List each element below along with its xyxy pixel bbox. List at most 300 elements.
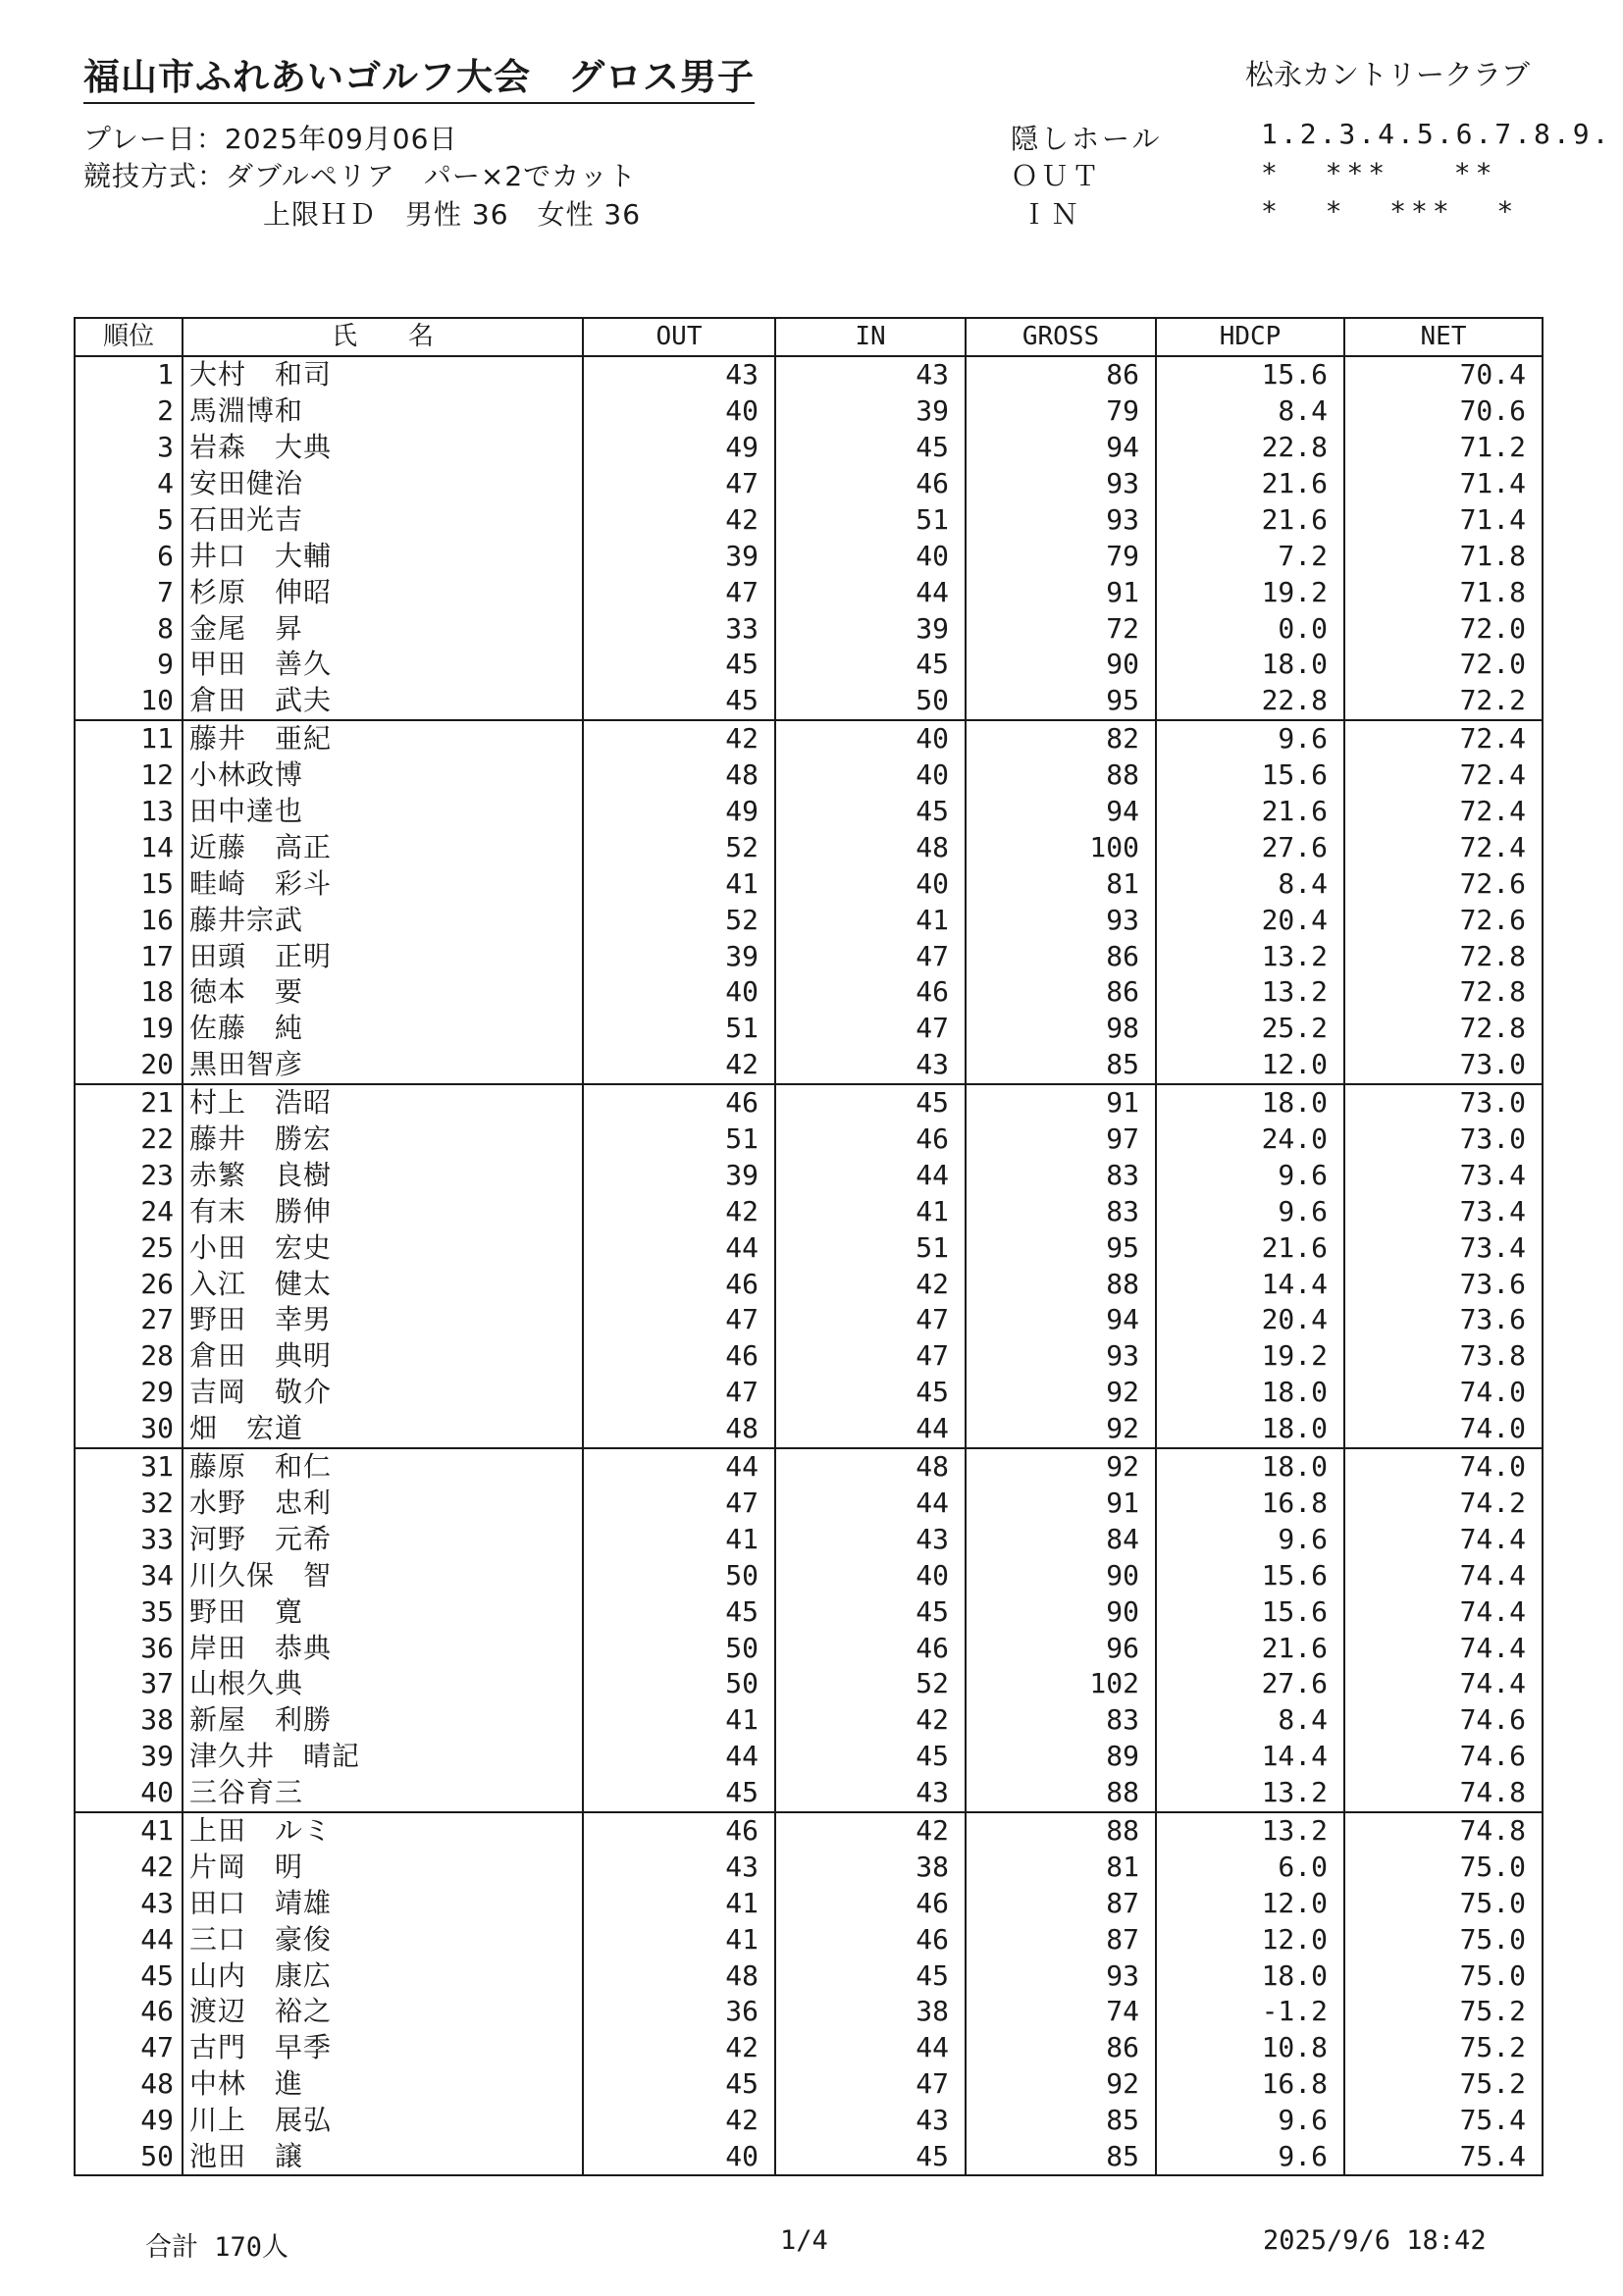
net-cell: 75.2 — [1344, 1994, 1543, 2030]
out-cell: 41 — [583, 1521, 775, 1557]
out-cell: 41 — [583, 865, 775, 902]
table-row — [75, 1338, 1543, 1375]
net-cell: 73.0 — [1344, 1047, 1543, 1084]
in-cell: 47 — [775, 1302, 966, 1338]
table-row — [75, 1702, 1543, 1739]
handicap-limit: 上限ＨＤ 男性 36 女性 36 — [263, 198, 642, 231]
in-cell: 45 — [775, 1957, 966, 1994]
rank-cell: 47 — [75, 2030, 183, 2066]
net-cell: 74.4 — [1344, 1630, 1543, 1666]
out-cell: 42 — [583, 1193, 775, 1229]
in-cell: 45 — [775, 1375, 966, 1411]
col-in: IN — [775, 318, 966, 356]
net-cell: 74.6 — [1344, 1702, 1543, 1739]
hdcp-cell: 9.6 — [1156, 1193, 1344, 1229]
gross-cell: 90 — [966, 1557, 1156, 1593]
net-cell: 73.0 — [1344, 1084, 1543, 1122]
name-cell: 渡辺 裕之 — [183, 1994, 583, 2030]
name-cell: 金尾 昇 — [183, 610, 583, 647]
gross-cell: 94 — [966, 1302, 1156, 1338]
hdcp-cell: 21.6 — [1156, 501, 1344, 538]
name-cell: 赤繁 良樹 — [183, 1157, 583, 1193]
name-cell: 藤井宗武 — [183, 902, 583, 938]
in-cell: 52 — [775, 1666, 966, 1702]
net-cell: 73.6 — [1344, 1302, 1543, 1338]
rank-cell: 37 — [75, 1666, 183, 1702]
in-cell: 45 — [775, 1084, 966, 1122]
table-row — [75, 829, 1543, 865]
in-cell: 47 — [775, 2066, 966, 2103]
table-row — [75, 1775, 1543, 1812]
hdcp-cell: 13.2 — [1156, 1812, 1344, 1850]
in-cell: 50 — [775, 683, 966, 720]
net-cell: 72.4 — [1344, 757, 1543, 794]
in-cell: 39 — [775, 393, 966, 430]
name-cell: 野田 幸男 — [183, 1302, 583, 1338]
net-cell: 72.4 — [1344, 829, 1543, 865]
table-row — [75, 1812, 1543, 1850]
name-cell: 山根久典 — [183, 1666, 583, 1702]
gross-cell: 82 — [966, 720, 1156, 757]
hdcp-cell: 20.4 — [1156, 1302, 1344, 1338]
rank-cell: 25 — [75, 1229, 183, 1266]
in-cell: 48 — [775, 829, 966, 865]
hdcp-cell: 12.0 — [1156, 1047, 1344, 1084]
hdcp-cell: 16.8 — [1156, 1486, 1344, 1522]
net-cell: 74.4 — [1344, 1593, 1543, 1630]
hdcp-cell: 27.6 — [1156, 829, 1344, 865]
gross-cell: 81 — [966, 1849, 1156, 1885]
hdcp-cell: 12.0 — [1156, 1921, 1344, 1957]
table-row — [75, 1411, 1543, 1448]
gross-cell: 81 — [966, 865, 1156, 902]
table-row — [75, 574, 1543, 610]
gross-cell: 89 — [966, 1739, 1156, 1775]
hidden-hole-label: 隠しホール — [1011, 123, 1163, 155]
net-cell: 73.8 — [1344, 1338, 1543, 1375]
rank-cell: 49 — [75, 2103, 183, 2139]
in-cell: 39 — [775, 610, 966, 647]
gross-cell: 95 — [966, 683, 1156, 720]
table-row — [75, 1593, 1543, 1630]
name-cell: 岩森 大典 — [183, 430, 583, 466]
hdcp-cell: 18.0 — [1156, 1084, 1344, 1122]
hdcp-cell: 21.6 — [1156, 794, 1344, 830]
gross-cell: 88 — [966, 1775, 1156, 1812]
hdcp-cell: 18.0 — [1156, 1448, 1344, 1486]
name-cell: 津久井 晴記 — [183, 1739, 583, 1775]
gross-cell: 79 — [966, 538, 1156, 574]
in-cell: 45 — [775, 1739, 966, 1775]
net-cell: 73.4 — [1344, 1229, 1543, 1266]
col-out: OUT — [583, 318, 775, 356]
out-cell: 39 — [583, 1157, 775, 1193]
rank-cell: 6 — [75, 538, 183, 574]
out-cell: 46 — [583, 1338, 775, 1375]
in-cell: 42 — [775, 1266, 966, 1302]
col-hdcp: HDCP — [1156, 318, 1344, 356]
gross-cell: 83 — [966, 1702, 1156, 1739]
table-row — [75, 1193, 1543, 1229]
in-cell: 46 — [775, 974, 966, 1011]
name-cell: 小田 宏史 — [183, 1229, 583, 1266]
net-cell: 72.8 — [1344, 938, 1543, 974]
hdcp-cell: 15.6 — [1156, 1593, 1344, 1630]
table-row — [75, 1448, 1543, 1486]
table-row — [75, 430, 1543, 466]
table-row — [75, 1011, 1543, 1047]
gross-cell: 92 — [966, 1448, 1156, 1486]
rank-cell: 41 — [75, 1812, 183, 1850]
rank-cell: 19 — [75, 1011, 183, 1047]
table-row — [75, 938, 1543, 974]
name-cell: 大村 和司 — [183, 356, 583, 393]
in-cell: 41 — [775, 902, 966, 938]
table-row — [75, 974, 1543, 1011]
out-cell: 46 — [583, 1266, 775, 1302]
net-cell: 75.0 — [1344, 1885, 1543, 1921]
table-row — [75, 647, 1543, 683]
table-row — [75, 902, 1543, 938]
rank-cell: 24 — [75, 1193, 183, 1229]
table-row — [75, 1157, 1543, 1193]
name-cell: 古門 早季 — [183, 2030, 583, 2066]
out-cell: 36 — [583, 1994, 775, 2030]
in-cell: 44 — [775, 1411, 966, 1448]
hdcp-cell: 22.8 — [1156, 430, 1344, 466]
name-cell: 上田 ルミ — [183, 1812, 583, 1850]
table-row — [75, 610, 1543, 647]
rank-cell: 33 — [75, 1521, 183, 1557]
net-cell: 72.6 — [1344, 865, 1543, 902]
hdcp-cell: 21.6 — [1156, 466, 1344, 502]
rank-cell: 4 — [75, 466, 183, 502]
name-cell: 新屋 利勝 — [183, 1702, 583, 1739]
gross-cell: 83 — [966, 1157, 1156, 1193]
rank-cell: 11 — [75, 720, 183, 757]
rank-cell: 20 — [75, 1047, 183, 1084]
in-cell: 43 — [775, 2103, 966, 2139]
in-cell: 40 — [775, 865, 966, 902]
table-row — [75, 1521, 1543, 1557]
net-cell: 74.0 — [1344, 1448, 1543, 1486]
name-cell: 佐藤 純 — [183, 1011, 583, 1047]
name-cell: 石田光吉 — [183, 501, 583, 538]
hdcp-cell: 8.4 — [1156, 1702, 1344, 1739]
gross-cell: 90 — [966, 1593, 1156, 1630]
table-row — [75, 2139, 1543, 2176]
table-row — [75, 2103, 1543, 2139]
name-cell: 三谷育三 — [183, 1775, 583, 1812]
gross-cell: 90 — [966, 647, 1156, 683]
gross-cell: 87 — [966, 1921, 1156, 1957]
in-cell: 47 — [775, 938, 966, 974]
net-cell: 74.4 — [1344, 1557, 1543, 1593]
table-row — [75, 1921, 1543, 1957]
rank-cell: 48 — [75, 2066, 183, 2103]
net-cell: 75.2 — [1344, 2066, 1543, 2103]
out-cell: 49 — [583, 794, 775, 830]
name-cell: 甲田 善久 — [183, 647, 583, 683]
out-cell: 42 — [583, 1047, 775, 1084]
net-cell: 73.4 — [1344, 1193, 1543, 1229]
in-cell: 51 — [775, 1229, 966, 1266]
rank-cell: 13 — [75, 794, 183, 830]
net-cell: 75.4 — [1344, 2139, 1543, 2176]
name-cell: 藤原 和仁 — [183, 1448, 583, 1486]
hdcp-cell: 27.6 — [1156, 1666, 1344, 1702]
rank-cell: 44 — [75, 1921, 183, 1957]
gross-cell: 91 — [966, 1084, 1156, 1122]
gross-cell: 96 — [966, 1630, 1156, 1666]
table-row — [75, 1630, 1543, 1666]
name-cell: 入江 健太 — [183, 1266, 583, 1302]
in-cell: 43 — [775, 1775, 966, 1812]
out-cell: 48 — [583, 757, 775, 794]
gross-cell: 88 — [966, 1266, 1156, 1302]
rank-cell: 32 — [75, 1486, 183, 1522]
name-cell: 吉岡 敬介 — [183, 1375, 583, 1411]
table-row — [75, 2066, 1543, 2103]
rank-cell: 34 — [75, 1557, 183, 1593]
rank-cell: 18 — [75, 974, 183, 1011]
in-cell: 38 — [775, 1994, 966, 2030]
out-cell: 51 — [583, 1122, 775, 1158]
gross-cell: 79 — [966, 393, 1156, 430]
in-cell: 43 — [775, 1047, 966, 1084]
rank-cell: 28 — [75, 1338, 183, 1375]
out-cell: 45 — [583, 1593, 775, 1630]
hdcp-cell: 8.4 — [1156, 393, 1344, 430]
gross-cell: 94 — [966, 430, 1156, 466]
out-cell: 49 — [583, 430, 775, 466]
out-cell: 41 — [583, 1885, 775, 1921]
table-row — [75, 501, 1543, 538]
out-cell: 47 — [583, 1302, 775, 1338]
in-cell: 46 — [775, 1885, 966, 1921]
gross-cell: 92 — [966, 1375, 1156, 1411]
col-name: 氏 名 — [183, 318, 583, 356]
net-cell: 70.4 — [1344, 356, 1543, 393]
out-cell: 52 — [583, 902, 775, 938]
gross-cell: 85 — [966, 2103, 1156, 2139]
name-cell: 片岡 明 — [183, 1849, 583, 1885]
net-cell: 74.8 — [1344, 1812, 1543, 1850]
net-cell: 72.2 — [1344, 683, 1543, 720]
in-hidden-marks: * * *** * — [1261, 195, 1519, 228]
in-cell: 45 — [775, 794, 966, 830]
name-cell: 徳本 要 — [183, 974, 583, 1011]
out-cell: 43 — [583, 356, 775, 393]
name-cell: 畑 宏道 — [183, 1411, 583, 1448]
rank-cell: 15 — [75, 865, 183, 902]
table-row — [75, 757, 1543, 794]
name-cell: 岸田 恭典 — [183, 1630, 583, 1666]
table-row — [75, 1229, 1543, 1266]
out-cell: 45 — [583, 1775, 775, 1812]
out-cell: 47 — [583, 574, 775, 610]
net-cell: 72.4 — [1344, 720, 1543, 757]
rank-cell: 42 — [75, 1849, 183, 1885]
gross-cell: 86 — [966, 2030, 1156, 2066]
net-cell: 70.6 — [1344, 393, 1543, 430]
hdcp-cell: 14.4 — [1156, 1266, 1344, 1302]
gross-cell: 92 — [966, 1411, 1156, 1448]
hdcp-cell: 13.2 — [1156, 1775, 1344, 1812]
hdcp-cell: 9.6 — [1156, 2103, 1344, 2139]
hdcp-cell: 21.6 — [1156, 1630, 1344, 1666]
in-cell: 44 — [775, 2030, 966, 2066]
table-row — [75, 2030, 1543, 2066]
hdcp-cell: 19.2 — [1156, 1338, 1344, 1375]
name-cell: 水野 忠利 — [183, 1486, 583, 1522]
col-rank: 順位 — [75, 318, 183, 356]
table-header-row — [75, 318, 1543, 356]
out-cell: 40 — [583, 393, 775, 430]
out-cell: 46 — [583, 1812, 775, 1850]
rank-cell: 7 — [75, 574, 183, 610]
table-row — [75, 1084, 1543, 1122]
total-count: 合計 170人 — [145, 2232, 289, 2263]
print-datetime: 2025/9/6 18:42 — [1263, 2225, 1487, 2256]
net-cell: 75.2 — [1344, 2030, 1543, 2066]
hdcp-cell: 16.8 — [1156, 2066, 1344, 2103]
gross-cell: 93 — [966, 902, 1156, 938]
out-cell: 50 — [583, 1630, 775, 1666]
table-row — [75, 683, 1543, 720]
in-cell: 45 — [775, 1593, 966, 1630]
in-cell: 45 — [775, 647, 966, 683]
rank-cell: 16 — [75, 902, 183, 938]
net-cell: 72.8 — [1344, 974, 1543, 1011]
out-cell: 47 — [583, 466, 775, 502]
in-cell: 46 — [775, 1122, 966, 1158]
gross-cell: 86 — [966, 974, 1156, 1011]
rank-cell: 23 — [75, 1157, 183, 1193]
in-cell: 51 — [775, 501, 966, 538]
club-name: 松永カントリークラブ — [1244, 58, 1530, 91]
in-cell: 41 — [775, 1193, 966, 1229]
gross-cell: 91 — [966, 1486, 1156, 1522]
hdcp-cell: 12.0 — [1156, 1885, 1344, 1921]
hdcp-cell: 10.8 — [1156, 2030, 1344, 2066]
rank-cell: 46 — [75, 1994, 183, 2030]
rank-cell: 9 — [75, 647, 183, 683]
net-cell: 71.8 — [1344, 538, 1543, 574]
out-cell: 43 — [583, 1849, 775, 1885]
out-cell: 45 — [583, 683, 775, 720]
rank-cell: 39 — [75, 1739, 183, 1775]
net-cell: 73.0 — [1344, 1122, 1543, 1158]
table-row — [75, 794, 1543, 830]
rank-cell: 30 — [75, 1411, 183, 1448]
in-cell: 43 — [775, 356, 966, 393]
net-cell: 74.8 — [1344, 1775, 1543, 1812]
table-row — [75, 865, 1543, 902]
gross-cell: 102 — [966, 1666, 1156, 1702]
gross-cell: 84 — [966, 1521, 1156, 1557]
name-cell: 安田健治 — [183, 466, 583, 502]
out-cell: 46 — [583, 1084, 775, 1122]
name-cell: 川上 展弘 — [183, 2103, 583, 2139]
play-date: プレー日：2025年09月06日 — [83, 123, 458, 155]
out-cell: 45 — [583, 2066, 775, 2103]
table-row — [75, 1486, 1543, 1522]
hdcp-cell: 15.6 — [1156, 1557, 1344, 1593]
hdcp-cell: 9.6 — [1156, 2139, 1344, 2176]
net-cell: 72.6 — [1344, 902, 1543, 938]
rank-cell: 43 — [75, 1885, 183, 1921]
gross-cell: 85 — [966, 2139, 1156, 2176]
in-cell: 46 — [775, 466, 966, 502]
col-gross: GROSS — [966, 318, 1156, 356]
rank-cell: 40 — [75, 1775, 183, 1812]
gross-cell: 85 — [966, 1047, 1156, 1084]
name-cell: 近藤 高正 — [183, 829, 583, 865]
table-row — [75, 1994, 1543, 2030]
table-row — [75, 1885, 1543, 1921]
hdcp-cell: 9.6 — [1156, 1157, 1344, 1193]
name-cell: 村上 浩昭 — [183, 1084, 583, 1122]
gross-cell: 93 — [966, 1338, 1156, 1375]
net-cell: 72.0 — [1344, 647, 1543, 683]
net-cell: 74.0 — [1344, 1375, 1543, 1411]
out-cell: 39 — [583, 938, 775, 974]
gross-cell: 87 — [966, 1885, 1156, 1921]
gross-cell: 95 — [966, 1229, 1156, 1266]
hidden-holes: 1.2.3.4.5.6.7.8.9. — [1261, 118, 1612, 150]
net-cell: 71.4 — [1344, 466, 1543, 502]
table-row — [75, 1375, 1543, 1411]
net-cell: 74.6 — [1344, 1739, 1543, 1775]
out-cell: 42 — [583, 501, 775, 538]
name-cell: 山内 康広 — [183, 1957, 583, 1994]
in-cell: 44 — [775, 574, 966, 610]
out-label: ＯＵＴ — [1011, 160, 1103, 192]
hdcp-cell: 15.6 — [1156, 757, 1344, 794]
net-cell: 73.4 — [1344, 1157, 1543, 1193]
out-cell: 51 — [583, 1011, 775, 1047]
rank-cell: 36 — [75, 1630, 183, 1666]
page-title: 福山市ふれあいゴルフ大会 グロス男子 — [83, 47, 755, 104]
hdcp-cell: 8.4 — [1156, 865, 1344, 902]
rank-cell: 21 — [75, 1084, 183, 1122]
gross-cell: 88 — [966, 1812, 1156, 1850]
gross-cell: 86 — [966, 356, 1156, 393]
rank-cell: 27 — [75, 1302, 183, 1338]
hdcp-cell: 18.0 — [1156, 1957, 1344, 1994]
name-cell: 田口 靖雄 — [183, 1885, 583, 1921]
in-cell: 44 — [775, 1486, 966, 1522]
net-cell: 74.4 — [1344, 1521, 1543, 1557]
gross-cell: 93 — [966, 501, 1156, 538]
net-cell: 72.0 — [1344, 610, 1543, 647]
hdcp-cell: 20.4 — [1156, 902, 1344, 938]
in-cell: 38 — [775, 1849, 966, 1885]
table-row — [75, 538, 1543, 574]
table-row — [75, 356, 1543, 393]
name-cell: 田頭 正明 — [183, 938, 583, 974]
in-cell: 40 — [775, 757, 966, 794]
out-cell: 48 — [583, 1957, 775, 1994]
hdcp-cell: 21.6 — [1156, 1229, 1344, 1266]
out-cell: 40 — [583, 974, 775, 1011]
hdcp-cell: 6.0 — [1156, 1849, 1344, 1885]
page-number: 1/4 — [780, 2225, 828, 2256]
table-row — [75, 1957, 1543, 1994]
hdcp-cell: 9.6 — [1156, 1521, 1344, 1557]
rank-cell: 10 — [75, 683, 183, 720]
